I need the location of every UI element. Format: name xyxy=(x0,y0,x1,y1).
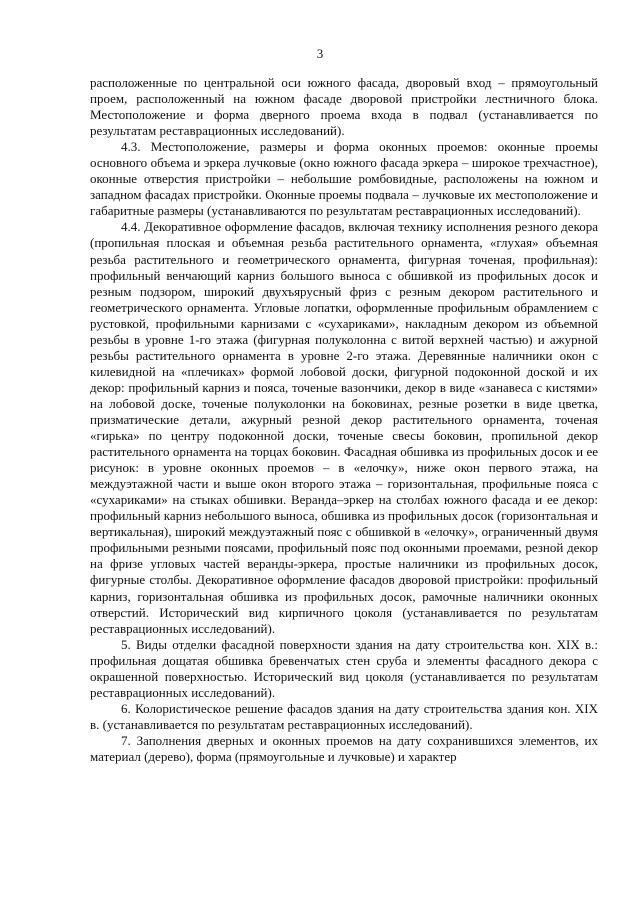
paragraph-5-facade-finish: 5. Виды отделки фасадной поверхности здания на дату строительства кон. XIX в.: профильная дощатая обшивка бревенчатых стен сруба и элементы фасадного декора с окрашенной поверхностью. Исторический вид цоколя (устанавливается по результатам реставрационных исследований). xyxy=(90,636,598,700)
paragraph-6-color-scheme: 6. Колористическое решение фасадов здания на дату строительства здания кон. XIX в. (устанавливается по результатам реставрационных исследований). xyxy=(90,700,598,732)
document-body xyxy=(90,75,598,765)
paragraph-entrances-continued: расположенные по центральной оси южного фасада, дворовый вход – прямоугольный проем, расположенный на южном фасаде дворовой пристройки лестничного блока. Местоположение и форма дверного проема входа в подвал (устанавливается по результатам реставрационных исследований). xyxy=(90,75,598,139)
paragraph-7-door-window-fillings: 7. Заполнения дверных и оконных проемов на дату сохранившихся элементов, их материал (дерево), форма (прямоугольные и лучковые) и характер xyxy=(90,732,598,764)
paragraph-4-3-window-openings: 4.3. Местоположение, размеры и форма оконных проемов: оконные проемы основного объема и эркера лучковые (окно южного фасада эркера – широкое трехчастное), оконные отверстия пристройки – небольшие ромбовидные, расположены на южном и западном фасадах пристройки. Оконные проемы подвала – лучковые их местоположение и габаритные размеры (устанавливаются по результатам реставрационных исследований). xyxy=(90,139,598,219)
page-number: 3 xyxy=(316,46,324,61)
paragraph-4-4-facade-decoration: 4.4. Декоративное оформление фасадов, включая технику исполнения резного декора (пропильная плоская и объемная резьба растительного орнамента, «глухая» объемная резьба растительного и геометрического орнамента, фигурная точеная, профильная): профильный венчающий карниз большого выноса с обшивкой из профильных досок и резным подзором, широкий двухъярусный фриз с резным декором растительного и геометрического орнамента. Угловые лопатки, оформленные профильным обрамлением с рустовкой, профильными карнизами с «сухариками», накладным декором из объемной резьбы в уровне 1-го этажа (фигурная полуколонна с витой верхней частью) и ажурной резьбы растительного орнамента в уровне 2-го этажа. Деревянные наличники окон с килевидной на «плечиках» формой лобовой доски, фигурной подоконной доской и их декор: профильный карниз и пояса, точеные вазончики, декор в виде «занавеса с кистями» на лобовой доске, точеные полуколонки на боковинах, резные розетки в виде цветка, призматические детали, ажурный резной декор растительного орнамента, точеная «гирька» по центру подоконной доски, точеные свесы боковин, пропильной декор растительного орнамента на торцах боковин. Фасадная обшивка из профильных досок и ее рисунок: в уровне оконных проемов – в «елочку», ниже окон первого этажа, на междуэтажной части и выше окон второго этажа – горизонтальная, профильные пояса с «сухариками» на стыках обшивки. Веранда–эркер на столбах южного фасада и ее декор: профильный карниз небольшого выноса, обшивка из профильных досок (горизонтальная и вертикальная), широкий междуэтажный пояс с обшивкой в «елочку», ограниченный двумя профильными резными поясами, профильный пояс под оконными проемами, резной декор на фризе угловых частей веранды-эркера, простые наличники из профильных досок, фигурные столбы. Декоративное оформление фасадов дворовой пристройки: профильный карниз, горизонтальная обшивка из профильных досок, рамочные наличники оконных отверстий. Исторический вид кирпичного цоколя (устанавливается по результатам реставрационных исследований). xyxy=(90,219,598,636)
